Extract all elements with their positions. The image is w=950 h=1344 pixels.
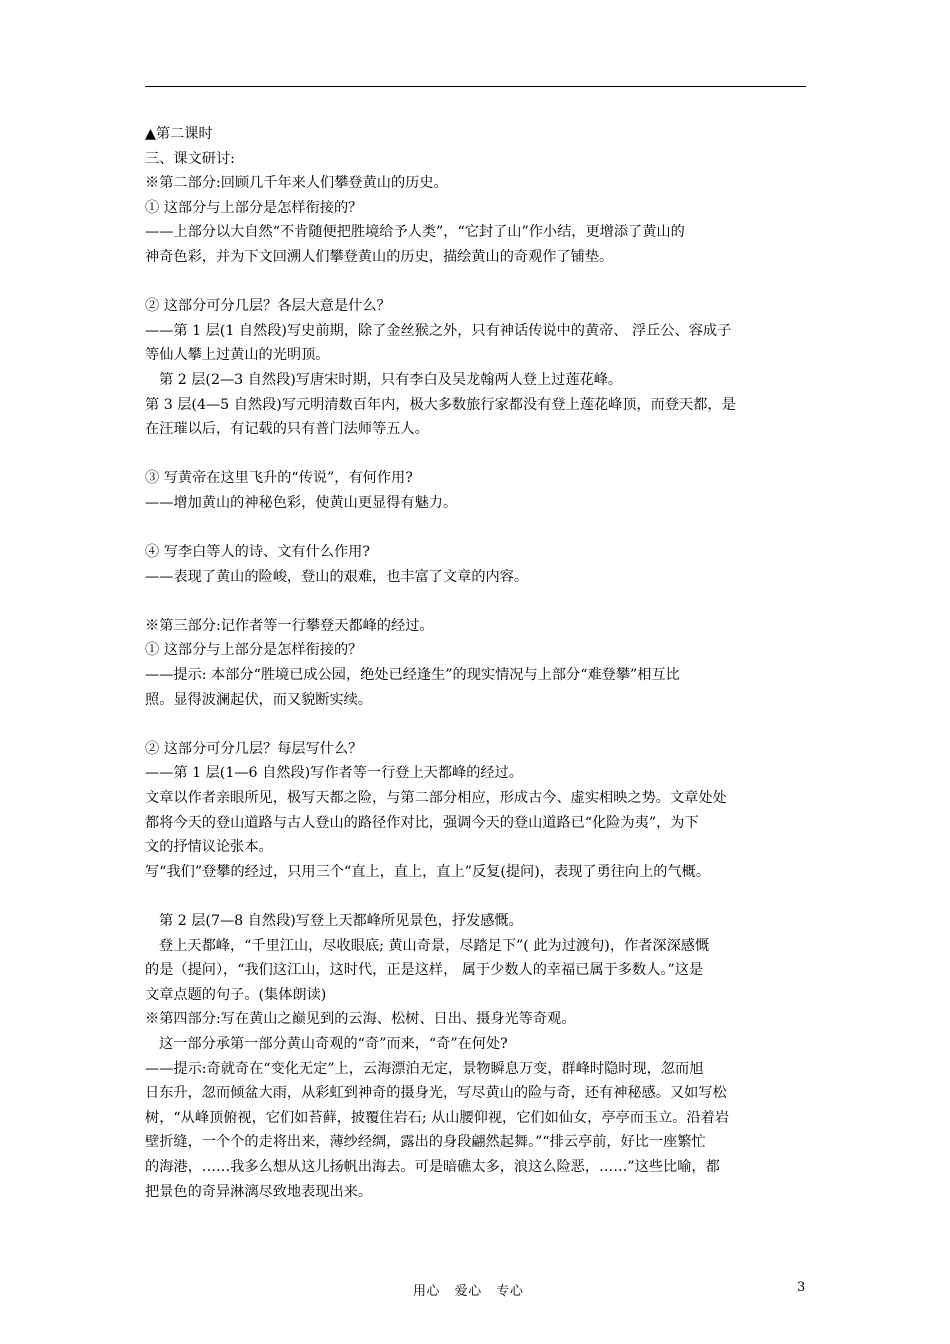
document-body xyxy=(145,122,817,1204)
text-line: 都将今天的登山道路与古人登山的路径作对比，强调今天的登山道路已“化险为夷”，为下 xyxy=(145,814,699,831)
text-line: ▲第二课时 xyxy=(145,126,213,142)
text-line: 等仙人攀上过黄山的光明顶。 xyxy=(145,347,330,364)
text-line: 文章以作者亲眼所见，极写天都之险，与第二部分相应，形成古今、虚实相映之势。文章处处 xyxy=(145,790,727,807)
text-line: 在汪璀以后，有记载的只有普门法师等五人。 xyxy=(145,421,429,438)
text-line: 树，“从峰顶俯视，它们如苔藓，披覆住岩石; 从山腰仰视，它们如仙女，亭亭而玉立。沿着岩 xyxy=(145,1109,730,1126)
text-line: 第 2 层(2—3 自然段)写唐宋时期，只有李白及吴龙翰两人登上过莲花峰。 xyxy=(159,371,623,388)
text-line: 第 3 层(4—5 自然段)写元明清数百年内，极大多数旅行家都没有登上莲花峰顶，而登天都，是 xyxy=(145,396,736,413)
text-line: 写“我们”登攀的经过，只用三个“直上，直上，直上”反复(提问)，表现了勇往向上的气概。 xyxy=(145,863,711,880)
text-line: ① 这部分与上部分是怎样衔接的？ xyxy=(145,199,363,216)
blank-line xyxy=(145,516,817,541)
footer-motto-3: 专心 xyxy=(496,1284,524,1299)
text-line: 登上天都峰，“千里江山，尽收眼底; 黄山奇景，尽踏足下”( 此为过渡句)，作者深深感慨 xyxy=(159,937,710,954)
text-line: ※第三部分:记作者等一行攀登天都峰的经过。 xyxy=(145,617,434,634)
text-line: 壁折缝，一个个的走将出来，薄纱经绸，露出的身段翩然起舞。”“排云亭前，好比一座繁忙 xyxy=(145,1134,706,1151)
header-rule xyxy=(145,86,806,87)
blank-line xyxy=(145,589,817,614)
text-line: ② 这部分可分几层？每层写什么？ xyxy=(145,740,363,757)
text-line: ——第 1 层(1—6 自然段)写作者等一行登上天都峰的经过。 xyxy=(145,765,523,782)
blank-line xyxy=(145,884,817,909)
text-line: ① 这部分与上部分是怎样衔接的？ xyxy=(145,642,363,659)
text-line: 照。显得波澜起伏，而又貌断实续。 xyxy=(145,691,373,708)
text-line: ——上部分以大自然“不肯随便把胜境给予人类”，“它封了山”作小结，更增添了黄山的 xyxy=(145,224,685,241)
text-line: 把景色的奇异淋漓尽致地表现出来。 xyxy=(145,1183,373,1200)
text-line: 文的抒情议论张本。 xyxy=(145,839,273,856)
text-line: ③ 写黄帝在这里飞升的“传说”，有何作用? xyxy=(145,470,413,487)
text-line: ④ 写李白等人的诗、文有什么作用? xyxy=(145,544,370,561)
footer-motto xyxy=(413,1280,533,1299)
blank-line xyxy=(145,270,817,295)
text-line: ——增加黄山的神秘色彩，使黄山更显得有魅力。 xyxy=(145,494,458,511)
page-number: 3 xyxy=(797,1280,806,1295)
text-line: 第 2 层(7—8 自然段)写登上天都峰所见景色，抒发感慨。 xyxy=(159,913,523,929)
blank-line xyxy=(145,442,817,467)
text-line: ——表现了黄山的险峻，登山的艰难，也丰富了文章的内容。 xyxy=(145,568,529,585)
text-line: 神奇色彩，并为下文回溯人们攀登黄山的历史，描绘黄山的奇观作了铺垫。 xyxy=(145,248,614,265)
text-line: ——提示: 本部分“胜境已成公园，绝处已经逢生”的现实情况与上部分“难登攀”相互比 xyxy=(145,667,680,684)
text-line: ——第 1 层(1 自然段)写史前期，除了金丝猴之外，只有神话传说中的黄帝、 浮丘公、容成子 xyxy=(145,322,732,339)
text-line: ※第二部分:回顾几千年来人们攀登黄山的历史。 xyxy=(145,175,448,192)
text-line: 三、课文研讨: xyxy=(145,150,235,167)
text-line: 这一部分承第一部分黄山奇观的“奇”而来，“奇”在何处? xyxy=(159,1035,508,1052)
text-line: ② 这部分可分几层？各层大意是什么？ xyxy=(145,298,391,315)
footer-motto-1: 用心 xyxy=(413,1284,441,1299)
text-line: 的海港，……我多么想从这儿扬帆出海去。可是暗礁太多，浪这么险恶，……”这些比喻，都 xyxy=(145,1158,720,1175)
footer-motto-2: 爱心 xyxy=(454,1284,482,1299)
blank-line xyxy=(145,712,817,737)
text-line: 日东升，忽而倾盆大雨，从彩虹到神奇的摄身光，写尽黄山的险与奇，还有神秘感。又如写松 xyxy=(145,1085,727,1102)
text-line: 的是（提问），“我们这江山，这时代，正是这样， 属于少数人的幸福已属于多数人。”这是 xyxy=(145,962,704,979)
text-line: ※第四部分:写在黄山之巅见到的云海、松树、日出、摄身光等奇观。 xyxy=(145,1011,576,1028)
text-line: 文章点题的句子。(集体朗读) xyxy=(145,986,327,1003)
text-line: ——提示:奇就奇在“变化无定”上，云海漂泊无定，景物瞬息万变，群峰时隐时现，忽而旭 xyxy=(145,1060,704,1077)
